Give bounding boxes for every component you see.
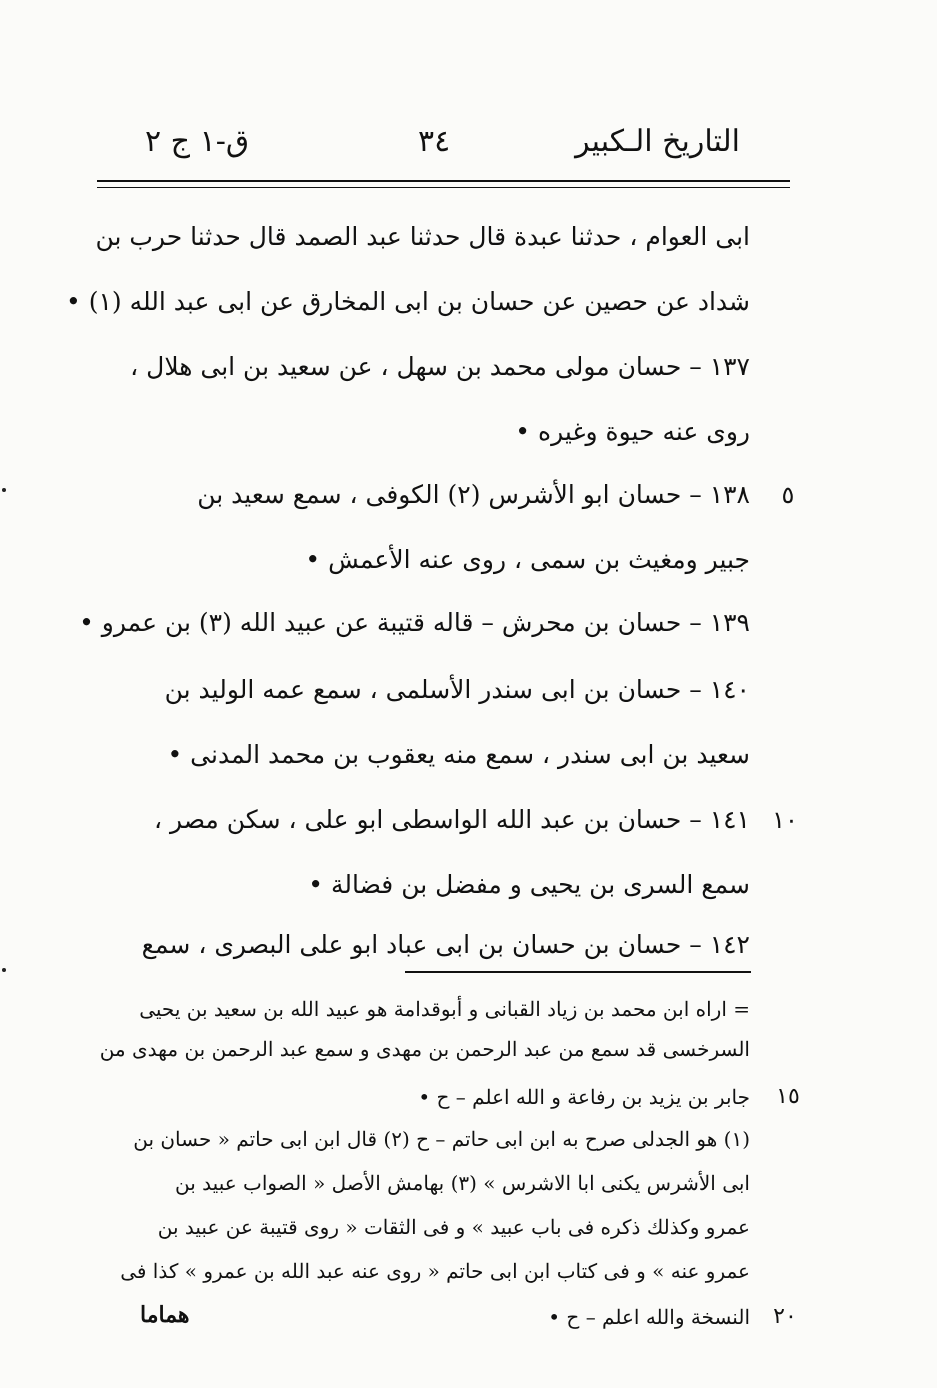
text-line: روى عنه حيوة وغيره • (515, 417, 750, 446)
line-number-5: ٥ (781, 481, 795, 509)
page-header (100, 124, 790, 170)
text-line: ١٣٨ – حسان ابو الأشرس (٢) الكوفى ، سمع سعيد بن (197, 480, 750, 509)
line-number-10: ١٠ (772, 806, 798, 834)
footnote-line: عمرو وكذلك ذكره فى باب عبيد » و فى الثقات « روى قتيبة عن عبيد بن (157, 1215, 750, 1239)
footnote-line: ابى الأشرس يكنى ابا الاشرس » (٣) بهامش الأصل « الصواب عبيد بن (175, 1171, 750, 1195)
line-number-20: ٢٠ (773, 1304, 797, 1329)
book-title: التاريخ الـكبير (575, 124, 740, 159)
scan-speck (2, 488, 6, 492)
footnote-line: (١) هو الجدلى صرح به ابن ابى حاتم – ح (٢) قال ابن ابى حاتم « حسان بن (133, 1127, 750, 1151)
page-number: ٣٤ (418, 124, 451, 159)
scan-speck (2, 968, 6, 972)
text-line: ١٣٩ – حسان بن محرش – قاله قتيبة عن عبيد الله (٣) بن عمرو • (79, 608, 750, 637)
printer-stamp: هماما (140, 1302, 190, 1328)
text-line: سعيد بن ابى سندر ، سمع منه يعقوب بن محمد المدنى • (167, 740, 750, 769)
volume-label: ق-١ ج ٢ (145, 124, 250, 159)
footnote-line: النسخة والله اعلم – ح • (548, 1305, 750, 1329)
footnote-rule (405, 971, 751, 973)
text-line: شداد عن حصين عن حسان بن ابى المخارق عن ابى عبد الله (١) • (66, 287, 750, 316)
footnote-line: عمرو عنه » و فى كتاب ابن ابى حاتم « روى عنه عبد الله بن عمرو » كذا فى (120, 1259, 750, 1283)
footnote-line: = اراه ابن محمد بن زياد القبانى و أبوقدامة هو عبيد الله بن سعيد بن يحيى (139, 997, 750, 1021)
text-line: ١٤٢ – حسان بن حسان بن ابى عباد ابو على البصرى ، سمع (141, 930, 750, 959)
header-rule (97, 180, 790, 188)
footnote-line: السرخسى قد سمع من عبد الرحمن بن مهدى و سمع عبد الرحمن بن مهدى من (99, 1037, 750, 1061)
line-number-15: ١٥ (776, 1084, 800, 1109)
text-line: ١٤١ – حسان بن عبد الله الواسطى ابو على ، سكن مصر ، (153, 805, 750, 834)
text-line: ١٤٠ – حسان بن ابى سندر الأسلمى ، سمع عمه الوليد بن (164, 675, 750, 704)
text-line: سمع السرى بن يحيى و مفضل بن فضالة • (308, 870, 750, 899)
text-line: ١٣٧ – حسان مولى محمد بن سهل ، عن سعيد بن ابى هلال ، (130, 352, 750, 381)
footnote-line: جابر بن يزيد بن رفاعة و الله اعلم – ح • (418, 1085, 750, 1109)
text-line: جبير ومغيث بن سمى ، روى عنه الأعمش • (305, 545, 750, 574)
text-line: ابى العوام ، حدثنا عبدة قال حدثنا عبد الصمد قال حدثنا حرب بن (95, 222, 750, 251)
